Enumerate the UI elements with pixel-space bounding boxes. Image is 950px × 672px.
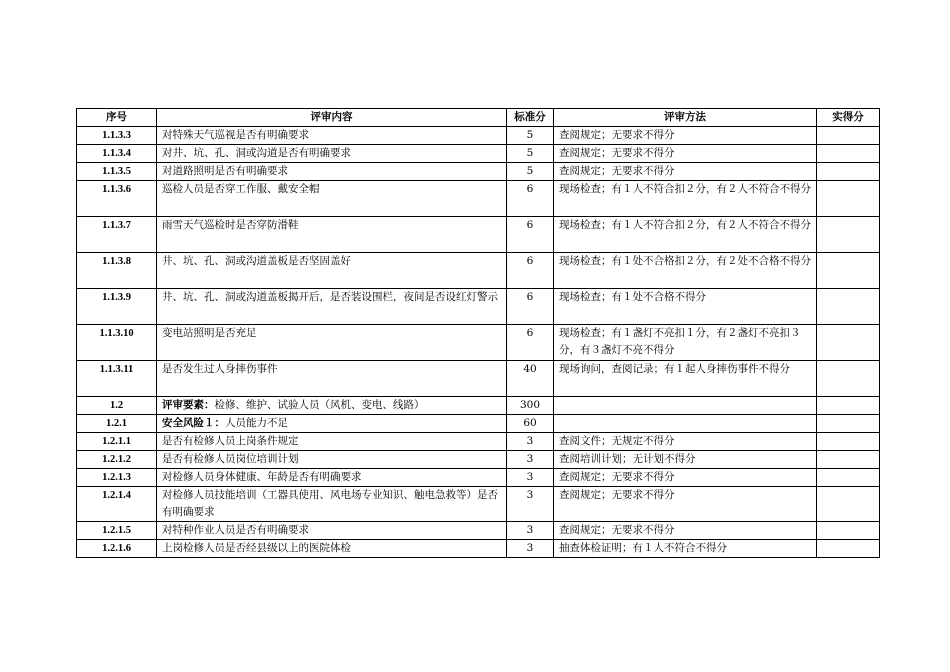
table-row — [77, 469, 880, 487]
row-standard-score: 6 — [507, 217, 554, 253]
row-method: 查阅规定；无要求不得分 — [554, 163, 817, 181]
row-content-text: 巡检人员是否穿工作服、戴安全帽 — [162, 183, 320, 195]
row-content-text: 对特种作业人员是否有明确要求 — [162, 524, 309, 536]
row-content — [157, 415, 507, 433]
row-method: 现场检查；有１盏灯不亮扣１分，有２盏灯不亮扣３分，有３盏灯不亮不得分 — [554, 325, 817, 361]
table-row — [77, 217, 880, 253]
row-serial: 1.2 — [77, 397, 157, 415]
row-method: 现场检查；有１人不符合扣２分，有２人不符合不得分 — [554, 217, 817, 253]
row-content-text: 是否有检修人员上岗条件规定 — [162, 435, 299, 447]
row-actual-score — [817, 325, 880, 361]
row-standard-score: 6 — [507, 289, 554, 325]
row-standard-score: 3 — [507, 487, 554, 522]
header-standard-score: 标准分 — [507, 109, 554, 127]
row-standard-score: 3 — [507, 451, 554, 469]
row-actual-score — [817, 163, 880, 181]
row-content-text: 对检修人员技能培训（工器具使用、风电场专业知识、触电急救等）是否有明确要求 — [162, 489, 498, 518]
row-content — [157, 487, 507, 522]
row-actual-score — [817, 540, 880, 558]
row-standard-score: 5 — [507, 163, 554, 181]
row-standard-score: 3 — [507, 540, 554, 558]
row-content-text: 是否发生过人身摔伤事件 — [162, 363, 278, 375]
row-actual-score — [817, 469, 880, 487]
row-standard-score: 3 — [507, 469, 554, 487]
table-row — [77, 415, 880, 433]
row-method — [554, 415, 817, 433]
row-content-prefix: 评审要素： — [162, 399, 215, 411]
table-row — [77, 522, 880, 540]
row-content-text: 井、坑、孔、洞或沟道盖板揭开后，是否装设围栏，夜间是否设红灯警示 — [162, 291, 498, 303]
row-standard-score: 300 — [507, 397, 554, 415]
row-content — [157, 217, 507, 253]
header-method: 评审方法 — [554, 109, 817, 127]
row-content-text: 对检修人员身体健康、年龄是否有明确要求 — [162, 471, 362, 483]
row-actual-score — [817, 127, 880, 145]
row-method: 现场询问，查阅记录；有１起人身摔伤事件不得分 — [554, 361, 817, 397]
table-row — [77, 540, 880, 558]
table-row — [77, 397, 880, 415]
row-content-text: 上岗检修人员是否经县级以上的医院体检 — [162, 542, 351, 554]
header-serial: 序号 — [77, 109, 157, 127]
row-content — [157, 469, 507, 487]
row-actual-score — [817, 451, 880, 469]
table-row — [77, 145, 880, 163]
table-row — [77, 325, 880, 361]
row-method: 查阅规定；无要求不得分 — [554, 522, 817, 540]
row-method: 抽查体检证明；有１人不符合不得分 — [554, 540, 817, 558]
row-content-text: 人员能力不足 — [225, 417, 288, 429]
row-serial: 1.1.3.3 — [77, 127, 157, 145]
row-serial: 1.2.1.1 — [77, 433, 157, 451]
row-standard-score: 6 — [507, 253, 554, 289]
row-actual-score — [817, 361, 880, 397]
table-row — [77, 127, 880, 145]
header-actual-score: 实得分 — [817, 109, 880, 127]
row-method: 现场检查；有１人不符合扣２分，有２人不符合不得分 — [554, 181, 817, 217]
row-serial: 1.2.1.4 — [77, 487, 157, 522]
row-content — [157, 540, 507, 558]
table-row — [77, 433, 880, 451]
row-standard-score: 3 — [507, 433, 554, 451]
row-standard-score: 6 — [507, 325, 554, 361]
row-method: 查阅文件；无规定不得分 — [554, 433, 817, 451]
row-standard-score: 5 — [507, 145, 554, 163]
row-content-text: 对道路照明是否有明确要求 — [162, 165, 288, 177]
table-header-row — [77, 109, 880, 127]
row-actual-score — [817, 433, 880, 451]
row-content-text: 变电站照明是否充足 — [162, 327, 257, 339]
row-actual-score — [817, 145, 880, 163]
row-content — [157, 253, 507, 289]
row-standard-score: 6 — [507, 181, 554, 217]
assessment-table — [76, 108, 880, 558]
header-content: 评审内容 — [157, 109, 507, 127]
row-standard-score: 3 — [507, 522, 554, 540]
table-row — [77, 253, 880, 289]
row-method: 查阅培训计划；无计划不得分 — [554, 451, 817, 469]
row-content — [157, 433, 507, 451]
row-actual-score — [817, 487, 880, 522]
row-actual-score — [817, 253, 880, 289]
row-actual-score — [817, 415, 880, 433]
table-body — [77, 127, 880, 558]
row-serial: 1.1.3.11 — [77, 361, 157, 397]
row-serial: 1.1.3.7 — [77, 217, 157, 253]
table-row — [77, 451, 880, 469]
row-serial: 1.2.1 — [77, 415, 157, 433]
row-method — [554, 397, 817, 415]
row-standard-score: 5 — [507, 127, 554, 145]
row-content-text: 检修、维护、试验人员（风机、变电、线路） — [214, 399, 425, 411]
row-standard-score: 40 — [507, 361, 554, 397]
row-actual-score — [817, 181, 880, 217]
row-actual-score — [817, 397, 880, 415]
row-content-text: 雨雪天气巡检时是否穿防滑鞋 — [162, 219, 299, 231]
table-row — [77, 163, 880, 181]
row-serial: 1.2.1.5 — [77, 522, 157, 540]
row-content — [157, 451, 507, 469]
table-row — [77, 181, 880, 217]
row-content — [157, 325, 507, 361]
row-serial: 1.1.3.8 — [77, 253, 157, 289]
row-content — [157, 361, 507, 397]
row-serial: 1.1.3.4 — [77, 145, 157, 163]
row-method: 查阅规定；无要求不得分 — [554, 487, 817, 522]
row-content-text: 是否有检修人员岗位培训计划 — [162, 453, 299, 465]
row-method: 查阅规定；无要求不得分 — [554, 145, 817, 163]
row-standard-score: 60 — [507, 415, 554, 433]
row-content-text: 对特殊天气巡视是否有明确要求 — [162, 129, 309, 141]
row-content-prefix: 安全风险１： — [162, 417, 225, 429]
row-method: 现场检查；有１处不合格不得分 — [554, 289, 817, 325]
row-content — [157, 145, 507, 163]
row-actual-score — [817, 289, 880, 325]
row-content — [157, 163, 507, 181]
row-content-text: 对井、坑、孔、洞或沟道是否有明确要求 — [162, 147, 351, 159]
row-content — [157, 397, 507, 415]
table-row — [77, 289, 880, 325]
row-method: 查阅规定；无要求不得分 — [554, 469, 817, 487]
row-serial: 1.1.3.10 — [77, 325, 157, 361]
row-content — [157, 181, 507, 217]
row-serial: 1.1.3.9 — [77, 289, 157, 325]
table-row — [77, 361, 880, 397]
row-content-text: 井、坑、孔、洞或沟道盖板是否坚固盖好 — [162, 255, 351, 267]
row-serial: 1.2.1.6 — [77, 540, 157, 558]
row-serial: 1.2.1.2 — [77, 451, 157, 469]
row-method: 现场检查；有１处不合格扣２分，有２处不合格不得分 — [554, 253, 817, 289]
row-actual-score — [817, 522, 880, 540]
row-method: 查阅规定；无要求不得分 — [554, 127, 817, 145]
row-serial: 1.1.3.6 — [77, 181, 157, 217]
row-content — [157, 289, 507, 325]
row-serial: 1.1.3.5 — [77, 163, 157, 181]
table-row — [77, 487, 880, 522]
row-actual-score — [817, 217, 880, 253]
row-content — [157, 522, 507, 540]
row-serial: 1.2.1.3 — [77, 469, 157, 487]
row-content — [157, 127, 507, 145]
